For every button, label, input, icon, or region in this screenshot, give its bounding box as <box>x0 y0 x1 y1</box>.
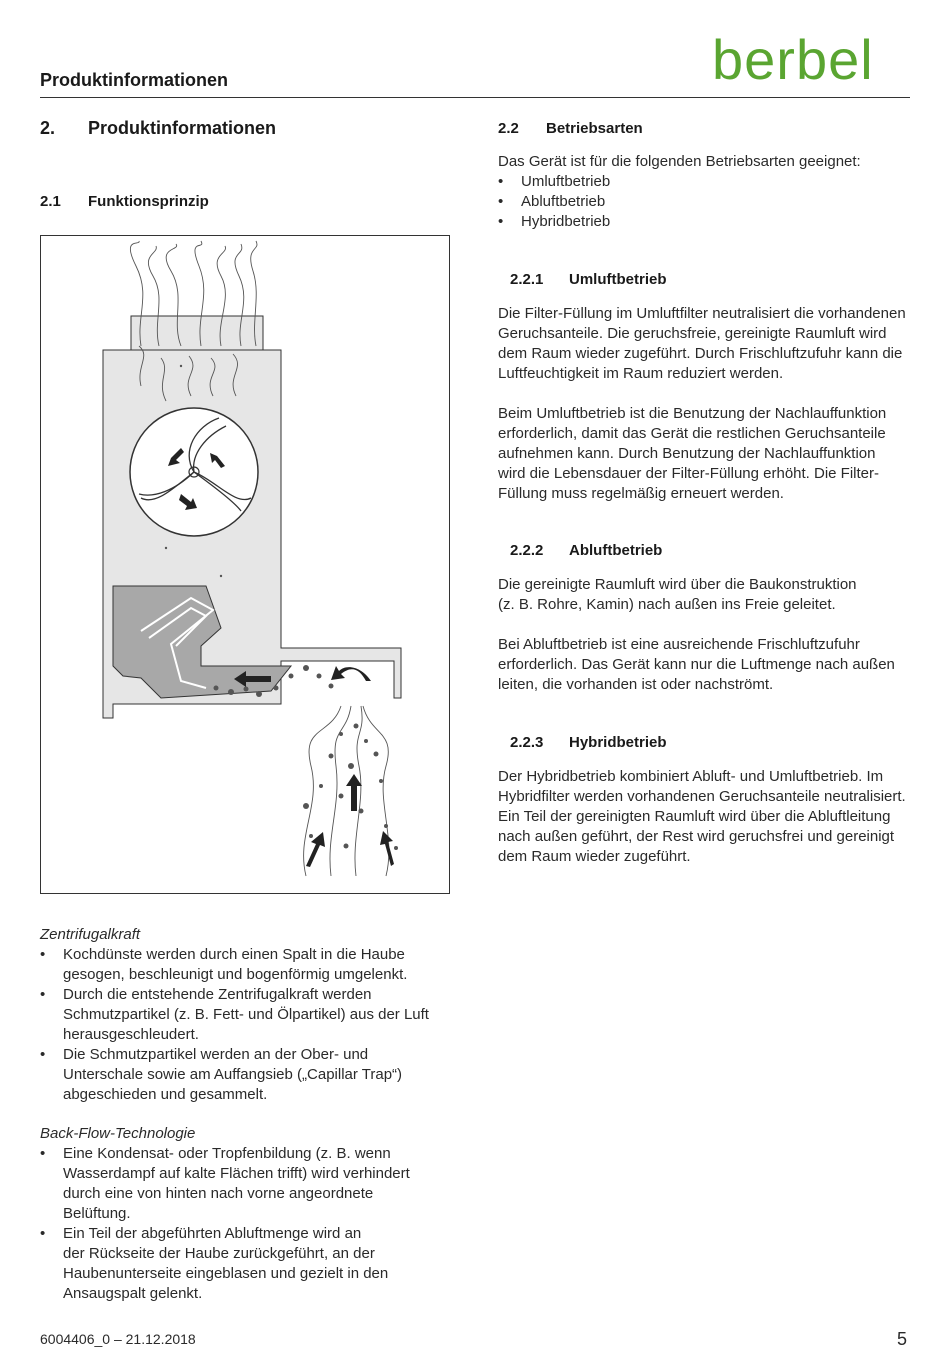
header-rule <box>40 97 910 98</box>
running-header: Produktinformationen <box>40 70 228 90</box>
backflow-heading: Back-Flow-Technologie <box>40 1125 196 1142</box>
section-2-1-number: 2.1 <box>40 193 61 210</box>
backflow-list <box>40 1144 460 1304</box>
section-2-2-2-para2: Bei Abluftbetrieb ist eine ausreichende Frischluftzufuhr erforderlich. Das Gerät kann nur die Luftmenge nach außen leiten, die vorhanden ist oder nachströmt. <box>498 636 895 693</box>
section-2-2-3-number: 2.2.3 <box>510 734 544 751</box>
section-2-1-title: Funktionsprinzip <box>88 193 209 210</box>
section-2-2-1-para1: Die Filter-Füllung im Umluftfilter neutralisiert die vorhandenen Geruchsanteile. Die geruchsfreie, gereinigte Raumluft wird dem Raum wieder zugeführt. Durch Frischluftzufuhr kann die Luftfeuchtigkeit im Raum reduziert werden. <box>498 305 906 382</box>
chapter-number: 2. <box>40 118 56 138</box>
function-principle-figure <box>40 235 450 894</box>
section-2-2-2-title: Abluftbetrieb <box>569 542 663 559</box>
chapter-title: Produktinformationen <box>88 118 276 138</box>
brand-logo: berbel <box>712 28 874 91</box>
list-item: • Eine Kondensat- oder Tropfenbildung (z. B. wenn Wasserdampf auf kalte Flächen trifft) wird verhindert durch eine von hinten nach vorne angeordnete Belüftung. <box>40 1144 460 1224</box>
list-item: • Abluftbetrieb <box>498 192 918 212</box>
section-2-2-2-number: 2.2.2 <box>510 542 544 559</box>
operating-modes-list <box>498 172 918 232</box>
hood-airflow-diagram <box>41 236 451 895</box>
section-2-2-title: Betriebsarten <box>546 120 643 137</box>
section-2-2-1-para2: Beim Umluftbetrieb ist die Benutzung der Nachlauffunktion erforderlich, damit das Gerät die restlichen Geruchsanteile aufnehmen kann. Durch Benutzung der Nachlauffunktion wird die Lebensdauer der Filter-Füllung erhöht. Die Filter- Füllung muss regelmäßig erneuert werden. <box>498 405 887 502</box>
section-2-2-intro: Das Gerät ist für die folgenden Betriebsarten geeignet: <box>498 153 861 170</box>
section-2-2-number: 2.2 <box>498 120 519 137</box>
section-2-2-3-title: Hybridbetrieb <box>569 734 667 751</box>
list-item: • Umluftbetrieb <box>498 172 918 192</box>
page-number: 5 <box>897 1329 908 1349</box>
zentrifugal-heading: Zentrifugalkraft <box>40 926 141 943</box>
section-2-2-2-para1: Die gereinigte Raumluft wird über die Baukonstruktion (z. B. Rohre, Kamin) nach außen ins Freie geleitet. <box>498 576 857 613</box>
list-item: • Hybridbetrieb <box>498 212 918 232</box>
zentrifugal-list <box>40 945 460 1105</box>
list-item: • Die Schmutzpartikel werden an der Ober- und Unterschale sowie am Auffangsieb („Capillar Trap“) abgeschieden und gesammelt. <box>40 1045 460 1105</box>
list-item: • Kochdünste werden durch einen Spalt in die Haube gesogen, beschleunigt und bogenförmig umgelenkt. <box>40 945 460 985</box>
list-item: • Durch die entstehende Zentrifugalkraft werden Schmutzpartikel (z. B. Fett- und Ölpartikel) aus der Luft herausgeschleudert. <box>40 985 460 1045</box>
document-code: 6004406_0 – 21.12.2018 <box>40 1331 196 1347</box>
list-item: • Ein Teil der abgeführten Abluftmenge wird an der Rückseite der Haube zurückgeführt, an der Haubenunterseite eingeblasen und gezielt in den Ansaugspalt gelenkt. <box>40 1224 460 1304</box>
exhaust-duct <box>131 316 263 350</box>
section-2-2-3-para1: Der Hybridbetrieb kombiniert Abluft- und Umluftbetrieb. Im Hybridfilter werden vorhandenen Geruchsanteile neutralisiert. Ein Teil der gereinigten Raumluft wird über die Abluftleitung nach außen geführt, der Rest wird geruchsfrei und gereinigt dem Raum wieder zugeführt. <box>498 768 906 865</box>
section-2-2-1-number: 2.2.1 <box>510 271 544 288</box>
section-2-2-1-title: Umluftbetrieb <box>569 271 667 288</box>
